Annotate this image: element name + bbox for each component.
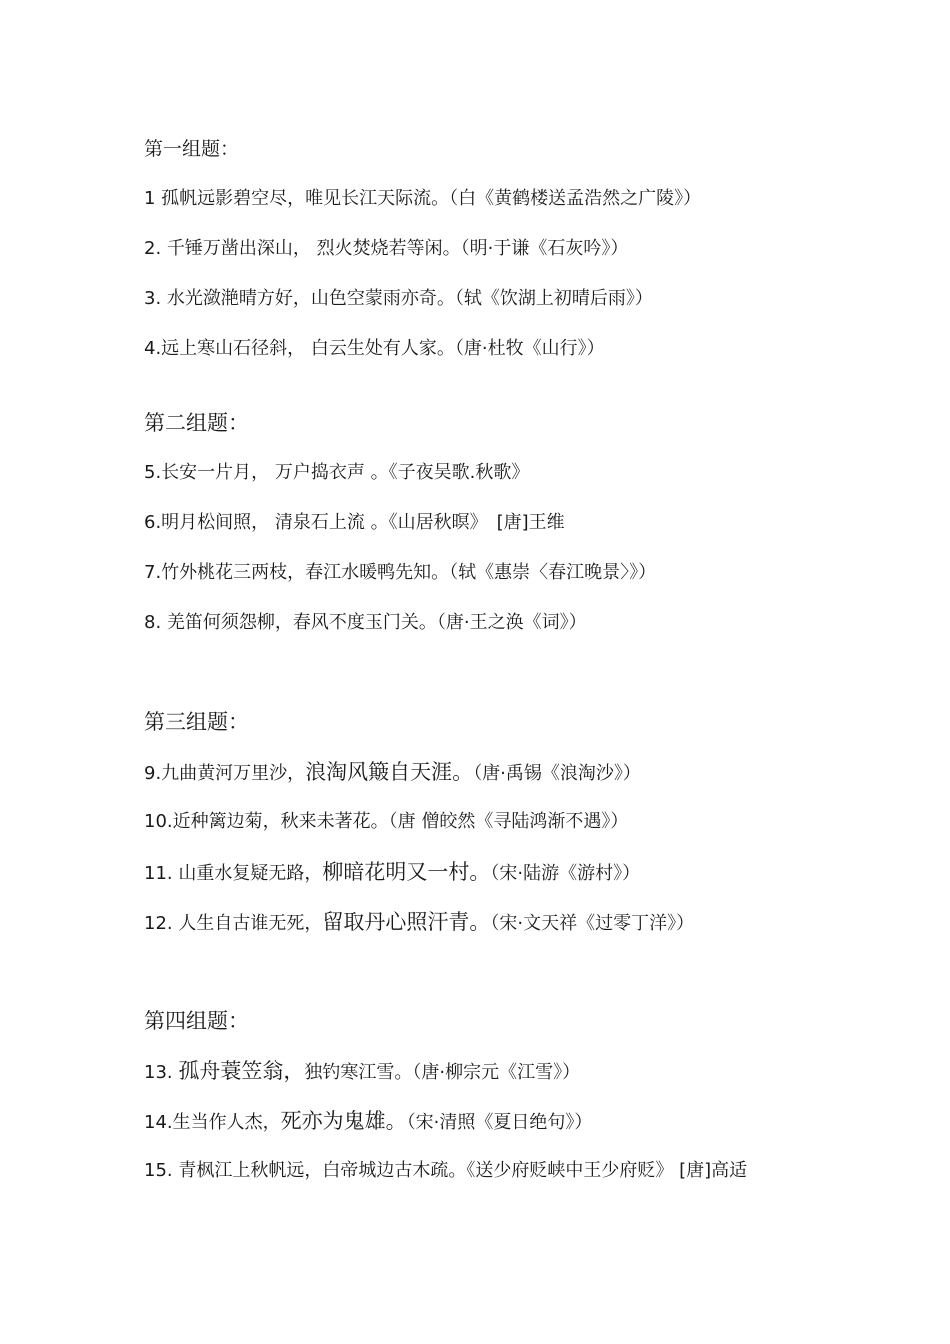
- poem-line: 6.明月松间照， 清泉石上流 。《山居秋暝》 [唐]王维: [144, 512, 565, 533]
- poem-line-source: （唐·禹锡《浪淘沙》）: [473, 763, 641, 784]
- poem-line-emphasis: 孤舟蓑笠翁，: [178, 1059, 305, 1083]
- poem-line: 10.近种篱边菊，秋来未著花。（唐 僧皎然《寻陆鸿渐不遇》）: [144, 811, 629, 832]
- poem-line-emphasis: 留取丹心照汗青。: [322, 910, 491, 934]
- poem-line: 2. 千锤万凿出深山， 烈火焚烧若等闲。（明·于谦《石灰吟》）: [144, 238, 629, 259]
- poem-line: [144, 860, 640, 886]
- poem-line-source: （宋·陆游《游村》）: [490, 863, 641, 884]
- poem-line: 5.长安一片月， 万户捣衣声 。《子夜吴歌.秋歌》: [144, 462, 530, 483]
- poem-line-prefix: 13.: [144, 1062, 179, 1083]
- poem-line-prefix: 9.九曲黄河万里沙，: [144, 763, 306, 784]
- poem-line-emphasis: 浪淘风簸自天涯。: [305, 760, 474, 784]
- group-heading: 第三组题：: [144, 710, 249, 734]
- poem-line-emphasis: 死亦为鬼雄。: [280, 1109, 407, 1133]
- poem-line: 1 孤帆远影碧空尽，唯见长江天际流。（白《黄鹤楼送孟浩然之广陵》）: [144, 188, 702, 209]
- poem-line-emphasis: 柳暗花明又一村。: [322, 860, 491, 884]
- poem-line: [144, 760, 641, 786]
- group-heading: 第二组题：: [144, 411, 249, 435]
- poem-line: [144, 910, 694, 936]
- poem-line: 4.远上寒山石径斜， 白云生处有人家。（唐·杜牧《山行》）: [144, 338, 605, 359]
- poem-line: [144, 1109, 592, 1135]
- group-heading: 第四组题：: [144, 1009, 249, 1033]
- poem-line: 3. 水光潋滟晴方好，山色空蒙雨亦奇。（轼《饮湖上初晴后雨》）: [144, 288, 653, 309]
- poem-line-prefix: 14.生当作人杰，: [144, 1112, 281, 1133]
- poem-line: 15. 青枫江上秋帆远，白帝城边古木疏。《送少府贬峡中王少府贬》 [唐]高适: [144, 1160, 748, 1181]
- poem-line-source: 独钓寒江雪。（唐·柳宗元《江雪》）: [304, 1062, 581, 1083]
- poem-line: [144, 1059, 580, 1085]
- poem-line-prefix: 11. 山重水复疑无路，: [144, 863, 323, 884]
- poem-line-prefix: 12. 人生自古谁无死，: [144, 913, 323, 934]
- poem-line-source: （宋·清照《夏日绝句》）: [406, 1112, 593, 1133]
- poem-line: 7.竹外桃花三两枝，春江水暖鸭先知。（轼《惠崇〈春江晚景〉》）: [144, 562, 657, 583]
- poem-line-source: （宋·文天祥《过零丁洋》）: [490, 913, 695, 934]
- poem-line: 8. 羌笛何须怨柳，春风不度玉门关。（唐·王之涣《词》）: [144, 612, 587, 633]
- group-heading: 第一组题：: [144, 138, 240, 160]
